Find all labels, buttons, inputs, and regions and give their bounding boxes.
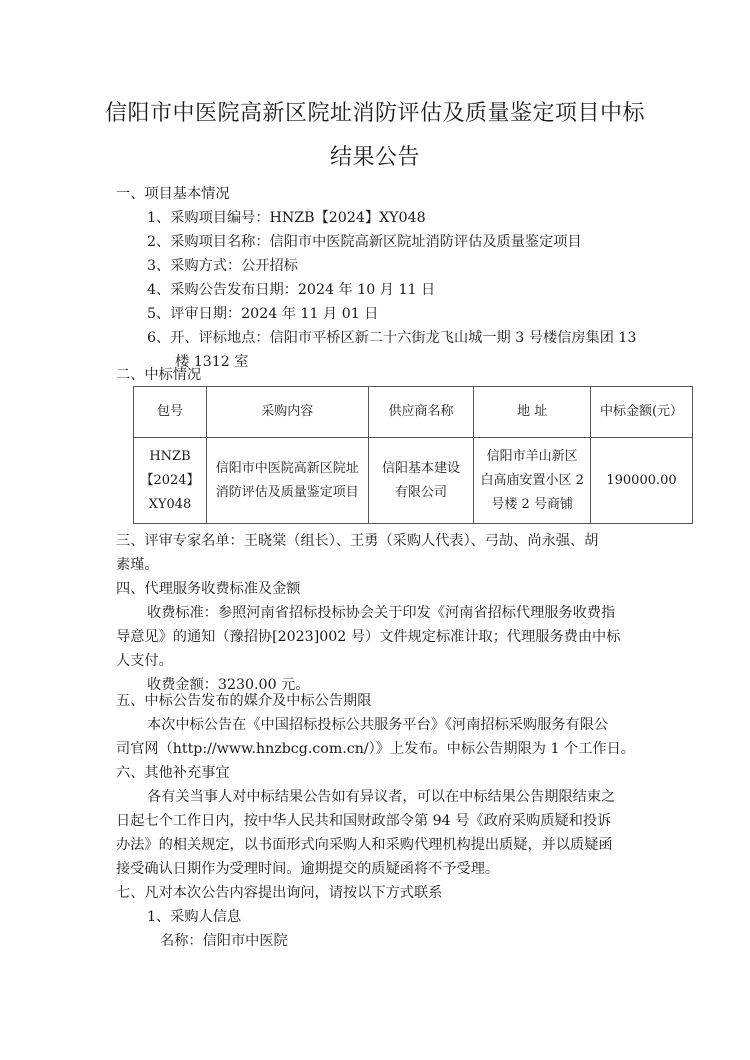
content-line: 信阳市中医院高新区院址 xyxy=(215,460,359,476)
publish-date: 4、采购公告发布日期：2024 年 10 月 11 日 xyxy=(147,282,436,298)
header-address: 地 址 xyxy=(474,387,591,438)
project-name: 2、采购项目名称：信阳市中医院高新区院址消防评估及质量鉴定项目 xyxy=(147,234,582,250)
address-line: 白高庙安置小区 2 xyxy=(480,472,584,488)
table-header-row xyxy=(134,387,693,438)
purchaser-name: 名称：信阳市中医院 xyxy=(160,933,288,949)
cell-amount: 190000.00 xyxy=(591,438,693,524)
media-line-1: 本次中标公告在《中国招标投标公共服务平台》《河南招标采购服务有限公 xyxy=(147,717,609,733)
section-2-heading: 二、中标情况 xyxy=(116,367,202,383)
fee-standard-line-3: 人支付。 xyxy=(116,653,173,669)
section-4-heading: 四、代理服务收费标准及金额 xyxy=(116,581,301,597)
header-package: 包号 xyxy=(134,387,207,438)
fee-standard-line-1: 收费标准：参照河南省招标投标协会关于印发《河南省招标代理服务收费指 xyxy=(147,605,616,621)
section-5-heading: 五、中标公告发布的媒介及中标公告期限 xyxy=(116,693,372,709)
supplier-line: 有限公司 xyxy=(394,484,447,500)
document-title-line-2: 结果公告 xyxy=(329,145,420,170)
header-content: 采购内容 xyxy=(206,387,368,438)
fee-amount: 收费金额：3230.00 元。 xyxy=(147,677,310,693)
content-line: 消防评估及质量鉴定项目 xyxy=(215,484,359,500)
address-line: 信阳市羊山新区 xyxy=(486,448,578,464)
purchaser-info-heading: 1、采购人信息 xyxy=(147,909,242,925)
project-number: 1、采购项目编号：HNZB【2024】XY048 xyxy=(147,210,426,226)
experts-line-2: 素瑾。 xyxy=(116,557,159,573)
bid-location: 6、开、评标地点：信阳市平桥区新二十六街龙飞山城一期 3 号楼信房集团 13 xyxy=(147,330,637,346)
experts-line-1: 三、评审专家名单：王晓棠（组长）、王勇（采购人代表）、弓劼、尚永强、胡 xyxy=(116,533,599,549)
supplement-line-2: 日起七个工作日内，按中华人民共和国财政部令第 94 号《政府采购质疑和投诉 xyxy=(116,813,612,829)
section-7-heading: 七、凡对本次公告内容提出询问，请按以下方式联系 xyxy=(116,885,443,901)
supplement-line-4: 接受确认日期作为受理时间。逾期提交的质疑函将不予受理。 xyxy=(116,861,500,877)
document-title-line-1: 信阳市中医院高新区院址消防评估及质量鉴定项目中标 xyxy=(104,101,645,126)
fee-standard-line-2: 导意见》的通知（豫招协[2023]002 号）文件规定标准计取；代理服务费由中标 xyxy=(116,629,621,645)
section-1-heading: 一、项目基本情况 xyxy=(116,186,230,202)
header-supplier: 供应商名称 xyxy=(368,387,474,438)
package-line: HNZB xyxy=(149,448,191,464)
media-line-2: 司官网（http://www.hnzbcg.com.cn/）》上发布。中标公告期限为 1 个工作日。 xyxy=(116,741,635,757)
winning-bid-table xyxy=(133,386,693,524)
package-line: 【2024】 xyxy=(140,472,200,488)
address-line: 号楼 2 号商铺 xyxy=(491,496,573,512)
cell-package xyxy=(134,438,207,524)
cell-supplier xyxy=(368,438,474,524)
supplement-line-3: 办法》的相关规定，以书面形式向采购人和采购代理机构提出质疑，并以质疑函 xyxy=(116,837,613,853)
bid-location-continued: 楼 1312 室 xyxy=(175,354,249,370)
supplier-line: 信阳基本建设 xyxy=(381,460,460,476)
procurement-method: 3、采购方式：公开招标 xyxy=(147,258,298,274)
cell-address xyxy=(474,438,591,524)
supplement-line-1: 各有关当事人对中标结果公告如有异议者，可以在中标结果公告期限结束之 xyxy=(147,789,616,805)
section-6-heading: 六、其他补充事宜 xyxy=(116,765,230,781)
package-line: XY048 xyxy=(148,496,192,512)
cell-content xyxy=(206,438,368,524)
header-amount: 中标金额(元） xyxy=(591,387,693,438)
table-row xyxy=(134,438,693,524)
review-date: 5、评审日期：2024 年 11 月 01 日 xyxy=(147,306,379,322)
